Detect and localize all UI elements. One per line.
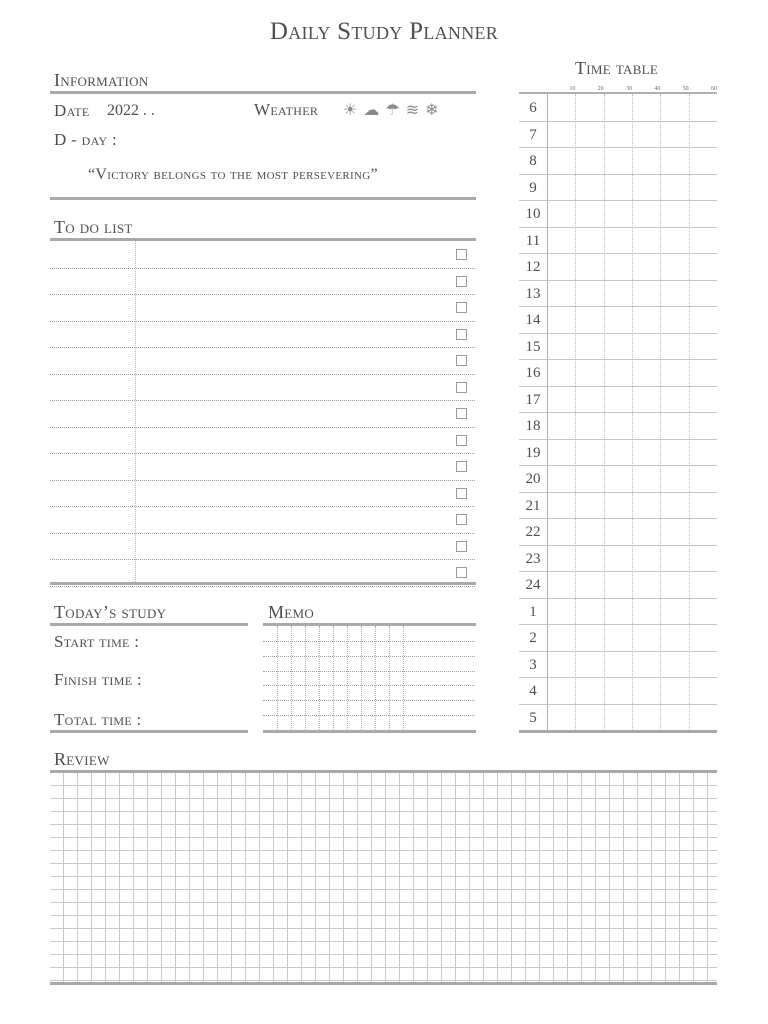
timetable-hour-label: 14: [525, 312, 541, 328]
memo-heading: Memo: [268, 602, 315, 622]
timetable-hour-label: 6: [529, 100, 537, 116]
todo-divider: [135, 241, 136, 582]
review-bottom-rule: [50, 982, 717, 985]
timetable-minute-tick: 40: [654, 86, 661, 92]
timetable-minute-tick: 60: [711, 86, 717, 92]
timetable-row-line: [519, 492, 717, 493]
timetable-hour-label: 5: [529, 709, 537, 726]
memo-column: [277, 626, 278, 730]
timetable-minute-tick: 20: [597, 86, 604, 92]
timetable-hour-label: 9: [529, 179, 537, 196]
todo-bottom-rule: [50, 582, 476, 585]
timetable-row-line: [519, 624, 717, 625]
memo-line: [263, 656, 475, 657]
timetable-row-line: [519, 518, 717, 519]
snow-icon[interactable]: ❄: [425, 102, 445, 119]
timetable-row-line: [519, 598, 717, 599]
date-label: Date: [54, 101, 90, 120]
timetable-heading: Time table: [575, 58, 659, 78]
timetable-hour-label: 19: [525, 444, 541, 461]
timetable-row-line: [519, 333, 717, 334]
weather-icon-group: [343, 100, 445, 120]
memo-column: [291, 626, 292, 730]
memo-column: [403, 626, 404, 730]
todo-heading: To do list: [54, 217, 133, 237]
timetable-minute-tick: 10: [569, 86, 576, 92]
timetable-hour-label: 2: [529, 630, 537, 646]
finish-time-field[interactable]: Finish time :: [54, 670, 142, 689]
timetable-row-line: [519, 571, 717, 572]
memo-line: [263, 671, 475, 672]
timetable-hour-label: 7: [529, 126, 537, 143]
todo-line[interactable]: [50, 586, 475, 587]
dday-label[interactable]: D - day :: [54, 130, 118, 149]
todo-line[interactable]: [50, 533, 475, 534]
todo-line[interactable]: [50, 559, 475, 560]
timetable-row-line: [519, 227, 717, 228]
timetable-hour-label: 17: [525, 391, 541, 408]
motto-quote: “Victory belongs to the most persevering”: [88, 166, 378, 183]
timetable-bottom-rule: [519, 730, 717, 733]
start-time-field[interactable]: Start time :: [54, 632, 140, 651]
review-grid[interactable]: [50, 773, 717, 983]
timetable-hour-label: 21: [525, 497, 541, 514]
todo-checkbox[interactable]: [456, 249, 467, 260]
todo-checkbox[interactable]: [456, 461, 467, 472]
todo-checkbox[interactable]: [456, 541, 467, 552]
timetable-hour-label: 20: [525, 471, 541, 487]
timetable-row-line: [519, 439, 717, 440]
todo-line[interactable]: [50, 506, 475, 507]
weather-label: Weather: [254, 100, 319, 119]
timetable-row-line: [519, 677, 717, 678]
todo-top-rule: [50, 238, 476, 241]
todo-checkbox[interactable]: [456, 435, 467, 446]
review-heading: Review: [54, 749, 110, 769]
page-title: Daily Study Planner: [269, 18, 499, 45]
memo-line: [263, 715, 475, 716]
rain-icon[interactable]: ☂: [385, 102, 406, 119]
todo-line[interactable]: [50, 268, 475, 269]
todo-checkbox[interactable]: [456, 329, 467, 340]
information-bottom-rule: [50, 197, 476, 200]
memo-line: [263, 685, 475, 686]
timetable-minute-column: [604, 94, 605, 730]
timetable-hour-label: 8: [529, 153, 537, 169]
timetable-hour-label: 18: [525, 418, 541, 434]
timetable-hour-label: 22: [525, 524, 541, 540]
todo-checkbox[interactable]: [456, 567, 467, 578]
sun-icon[interactable]: ☀: [343, 102, 364, 119]
timetable-hour-label: 1: [529, 603, 537, 620]
todo-line[interactable]: [50, 427, 475, 428]
timetable-row-line: [519, 200, 717, 201]
todo-line[interactable]: [50, 453, 475, 454]
memo-line: [263, 700, 475, 701]
timetable-row-line: [519, 121, 717, 122]
information-heading: Information: [54, 70, 149, 90]
timetable-row-line: [519, 359, 717, 360]
timetable-row-line: [519, 386, 717, 387]
todo-line[interactable]: [50, 321, 475, 322]
timetable-hour-label: 15: [525, 338, 541, 355]
date-field[interactable]: 2022 . .: [107, 102, 155, 119]
timetable-minute-column: [575, 94, 576, 730]
memo-bottom-rule: [263, 730, 476, 733]
todo-line[interactable]: [50, 374, 475, 375]
todo-checkbox[interactable]: [456, 276, 467, 287]
timetable-row-line: [519, 306, 717, 307]
cloud-icon[interactable]: ☁: [363, 102, 386, 119]
timetable-hour-label: 23: [525, 550, 541, 567]
memo-column: [305, 626, 306, 730]
timetable-minute-tick: 50: [682, 86, 689, 92]
timetable-hour-label: 12: [525, 259, 541, 275]
todays-study-bottom-rule: [50, 730, 248, 733]
todo-line[interactable]: [50, 480, 475, 481]
memo-column: [375, 626, 376, 730]
todo-line[interactable]: [50, 294, 475, 295]
timetable-hour-label: 4: [529, 683, 537, 699]
todays-study-rule: [50, 623, 248, 626]
memo-column: [319, 626, 320, 730]
memo-rule: [263, 623, 476, 626]
timetable-row-line: [519, 651, 717, 652]
timetable-row-line: [519, 174, 717, 175]
memo-column: [389, 626, 390, 730]
todo-line[interactable]: [50, 347, 475, 348]
timetable-row-line: [519, 412, 717, 413]
todays-study-heading: Today’s study: [54, 602, 167, 622]
timetable-hour-label: 13: [525, 285, 541, 302]
timetable-minute-column: [689, 94, 690, 730]
timetable-row-line: [519, 253, 717, 254]
timetable-hour-label: 11: [525, 232, 541, 249]
todo-checkbox[interactable]: [456, 514, 467, 525]
memo-column: [333, 626, 334, 730]
wind-icon[interactable]: ≋: [405, 102, 426, 119]
timetable-row-line: [519, 545, 717, 546]
timetable-hour-label: 16: [525, 365, 541, 381]
todo-checkbox[interactable]: [456, 382, 467, 393]
todo-checkbox[interactable]: [456, 408, 467, 419]
timetable-hour-label: 24: [525, 577, 541, 593]
memo-line: [263, 641, 475, 642]
timetable-minute-column: [660, 94, 661, 730]
timetable-row-line: [519, 147, 717, 148]
total-time-field[interactable]: Total time :: [54, 710, 142, 729]
todo-checkbox[interactable]: [456, 302, 467, 313]
todo-line[interactable]: [50, 400, 475, 401]
timetable-minute-column: [632, 94, 633, 730]
timetable-row-line: [519, 280, 717, 281]
timetable-hour-label: 10: [525, 206, 541, 222]
timetable-row-line: [519, 704, 717, 705]
information-rule: [50, 91, 476, 94]
todo-checkbox[interactable]: [456, 488, 467, 499]
timetable-row-line: [519, 465, 717, 466]
timetable-hour-label: 3: [529, 656, 537, 673]
memo-column: [347, 626, 348, 730]
memo-column: [361, 626, 362, 730]
timetable-minute-tick: 30: [626, 86, 632, 92]
timetable-top-rule: [519, 92, 717, 94]
todo-checkbox[interactable]: [456, 355, 467, 366]
